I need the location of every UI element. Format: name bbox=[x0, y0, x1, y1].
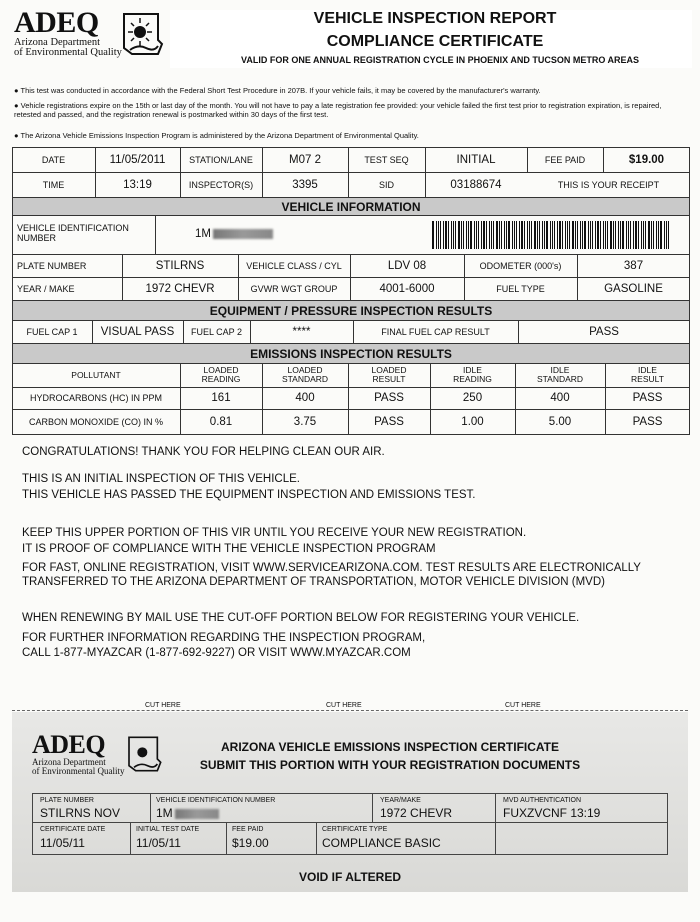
plate-value: STILRNS bbox=[155, 259, 205, 272]
receipt-note: THIS IS YOUR RECEIPT bbox=[557, 179, 660, 190]
cut-here-label-1: CUT HERE bbox=[145, 702, 181, 709]
vehicle-info-band: VEHICLE INFORMATION bbox=[13, 198, 689, 215]
emissions-cell-0-3: PASS bbox=[374, 392, 404, 404]
cert-type-value: COMPLIANCE BASIC bbox=[322, 836, 441, 850]
final-fuel-cap-label: FINAL FUEL CAP RESULT bbox=[381, 326, 490, 337]
date-value: 11/05/2011 bbox=[109, 153, 166, 166]
cert-vin-value: 1M bbox=[156, 806, 219, 820]
emissions-header-3: LOADED RESULT bbox=[371, 365, 407, 384]
cut-here-label-3: CUT HERE bbox=[505, 702, 541, 709]
mail-renewal-message: WHEN RENEWING BY MAIL USE THE CUT-OFF PORTION BELOW FOR REGISTERING YOUR VEHICLE. bbox=[22, 612, 580, 624]
gvwr-label: GVWR WGT GROUP bbox=[250, 283, 338, 294]
sid-value: 03188674 bbox=[450, 178, 502, 191]
emissions-header-5: IDLE STANDARD bbox=[536, 365, 584, 384]
year-make-value: 1972 CHEVR bbox=[145, 282, 215, 295]
fuel-cap-2-value: **** bbox=[292, 325, 311, 338]
emissions-header-0: POLLUTANT bbox=[71, 369, 121, 380]
cert-title-2: SUBMIT THIS PORTION WITH YOUR REGISTRATION DOCUMENTS bbox=[199, 758, 581, 772]
inspector-label: INSPECTOR(S) bbox=[188, 179, 254, 190]
emissions-cell-0-2: 400 bbox=[295, 392, 315, 404]
cert-year-value: 1972 CHEVR bbox=[380, 806, 453, 820]
emissions-cell-1-1: 0.81 bbox=[209, 416, 233, 428]
cert-type-label: CERTIFICATE TYPE bbox=[322, 826, 388, 833]
congrats-message: CONGRATULATIONS! THANK YOU FOR HELPING CLEAN OUR AIR. bbox=[22, 446, 385, 458]
arizona-sun-icon bbox=[118, 10, 166, 58]
emissions-band: EMISSIONS INSPECTION RESULTS bbox=[13, 344, 689, 363]
validity-subtitle: VALID FOR ONE ANNUAL REGISTRATION CYCLE IN PHOENIX AND TUCSON METRO AREAS bbox=[240, 55, 639, 65]
cert-fee-label: FEE PAID bbox=[232, 826, 264, 833]
cut-line bbox=[12, 710, 688, 711]
test-seq-label: TEST SEQ bbox=[364, 154, 409, 165]
redacted-vin bbox=[213, 229, 273, 239]
emissions-header-2: LOADED STANDARD bbox=[281, 365, 329, 384]
note-1: ● This test was conducted in accordance with the Federal Short Test Procedure in 207B. If your vehicle fails, it may be covered by the manufacturer's warranty. bbox=[14, 86, 541, 95]
cert-plate-value: STILRNS NOV bbox=[40, 806, 121, 820]
note-3: ● The Arizona Vehicle Emissions Inspection Program is administered by the Arizona Department of Environmental Quality. bbox=[14, 131, 419, 140]
logo-word: ADEQ bbox=[14, 6, 99, 39]
vin-barcode bbox=[432, 221, 672, 249]
station-value: M07 2 bbox=[289, 153, 321, 166]
final-fuel-cap-value: PASS bbox=[589, 325, 619, 338]
contact-message: CALL 1-877-MYAZCAR (1-877-692-9227) OR VISIT WWW.MYAZCAR.COM bbox=[22, 647, 411, 659]
cert-logo-word: ADEQ bbox=[32, 730, 106, 759]
year-make-label: YEAR / MAKE bbox=[17, 283, 75, 294]
certificate-logo bbox=[32, 732, 162, 778]
emissions-header-4: IDLE READING bbox=[453, 365, 492, 384]
cert-year-label: YEAR/MAKE bbox=[380, 797, 421, 804]
note-2: ● Vehicle registrations expire on the 15th or last day of the month. You will not have to pay a late registration fee provided: your vehicle failed the first test prior to registration expiration, is repaired, retested and passed, and the registration renewal is postmarked within 30 days of the first test. bbox=[14, 101, 662, 119]
equipment-band: EQUIPMENT / PRESSURE INSPECTION RESULTS bbox=[13, 301, 689, 320]
cert-title-1: ARIZONA VEHICLE EMISSIONS INSPECTION CERTIFICATE bbox=[220, 740, 560, 754]
emissions-cell-0-6: PASS bbox=[632, 392, 663, 404]
gvwr-value: 4001-6000 bbox=[379, 282, 435, 295]
time-label: TIME bbox=[42, 179, 65, 190]
cut-here-label-2: CUT HERE bbox=[326, 702, 362, 709]
emissions-cell-1-4: 1.00 bbox=[461, 416, 484, 428]
cert-fee-value: $19.00 bbox=[232, 836, 269, 850]
online-registration-message: FOR FAST, ONLINE REGISTRATION, VISIT WWW.SERVICEARIZONA.COM. TEST RESULTS ARE ELECTRONICALLY bbox=[22, 562, 641, 574]
odometer-value: 387 bbox=[623, 259, 644, 272]
test-seq-value: INITIAL bbox=[456, 153, 496, 166]
more-info-message: FOR FURTHER INFORMATION REGARDING THE INSPECTION PROGRAM, bbox=[22, 632, 426, 644]
cert-vin-label: VEHICLE IDENTIFICATION NUMBER bbox=[156, 797, 276, 804]
inspector-value: 3395 bbox=[292, 178, 318, 191]
cert-date-value: 11/05/11 bbox=[40, 836, 85, 850]
emissions-cell-1-3: PASS bbox=[374, 416, 404, 428]
cert-logo-sub-1: Arizona Department bbox=[32, 757, 106, 767]
time-value: 13:19 bbox=[123, 178, 152, 191]
fuel-type-label: FUEL TYPE bbox=[496, 283, 545, 294]
logo-sub-1: Arizona Department bbox=[14, 37, 101, 48]
vin-value: 1M bbox=[195, 228, 273, 240]
cert-date-label: CERTIFICATE DATE bbox=[40, 826, 106, 833]
initial-test-date-label: INITIAL TEST DATE bbox=[136, 826, 200, 833]
emissions-cell-1-0: CARBON MONOXIDE (CO) IN % bbox=[28, 417, 163, 427]
proof-message: IT IS PROOF OF COMPLIANCE WITH THE VEHICLE INSPECTION PROGRAM bbox=[22, 543, 436, 555]
fuel-cap-1-value: VISUAL PASS bbox=[100, 325, 175, 338]
emissions-cell-1-2: 3.75 bbox=[293, 416, 317, 428]
vehicle-class-value: LDV 08 bbox=[387, 259, 427, 272]
emissions-cell-0-1: 161 bbox=[211, 392, 231, 404]
mvd-auth-value: FUXZVCNF 13:19 bbox=[503, 806, 601, 820]
plate-label: PLATE NUMBER bbox=[17, 260, 87, 271]
emissions-cell-0-4: 250 bbox=[462, 392, 483, 404]
fuel-type-value: GASOLINE bbox=[604, 282, 663, 295]
cert-arizona-sun-icon bbox=[124, 734, 164, 774]
emissions-cell-0-5: 400 bbox=[550, 392, 570, 404]
initial-inspection-message: THIS IS AN INITIAL INSPECTION OF THIS VEHICLE. bbox=[22, 473, 300, 485]
initial-test-date-value: 11/05/11 bbox=[136, 836, 181, 850]
adeq-logo bbox=[14, 8, 164, 64]
cert-redacted-vin bbox=[175, 809, 219, 819]
emissions-header-6: IDLE RESULT bbox=[631, 365, 664, 384]
fuel-cap-2-label: FUEL CAP 2 bbox=[190, 326, 243, 337]
vehicle-class-label: VEHICLE CLASS / CYL bbox=[246, 260, 342, 271]
passed-message: THIS VEHICLE HAS PASSED THE EQUIPMENT INSPECTION AND EMISSIONS TEST. bbox=[22, 489, 476, 501]
report-title: VEHICLE INSPECTION REPORT bbox=[313, 10, 557, 27]
vin-label: VEHICLE IDENTIFICATION NUMBER bbox=[17, 223, 129, 243]
date-label: DATE bbox=[41, 154, 66, 165]
certificate-title: COMPLIANCE CERTIFICATE bbox=[326, 33, 544, 50]
emissions-cell-1-5: 5.00 bbox=[548, 416, 572, 428]
fee-label: FEE PAID bbox=[544, 154, 586, 165]
emissions-cell-0-0: HYDROCARBONS (HC) IN PPM bbox=[29, 393, 162, 403]
emissions-header-1: LOADED READING bbox=[201, 365, 241, 384]
mvd-auth-label: MVD AUTHENTICATION bbox=[503, 797, 582, 804]
odometer-label: ODOMETER (000's) bbox=[479, 260, 562, 271]
void-if-altered: VOID IF ALTERED bbox=[299, 870, 401, 884]
cert-plate-label: PLATE NUMBER bbox=[40, 797, 94, 804]
cert-logo-sub-2: of Environmental Quality bbox=[32, 766, 125, 776]
keep-portion-message: KEEP THIS UPPER PORTION OF THIS VIR UNTIL YOU RECEIVE YOUR NEW REGISTRATION. bbox=[22, 527, 527, 539]
fee-value: $19.00 bbox=[628, 153, 665, 166]
station-label: STATION/LANE bbox=[189, 154, 253, 165]
fuel-cap-1-label: FUEL CAP 1 bbox=[26, 326, 78, 337]
sid-label: SID bbox=[378, 179, 394, 190]
emissions-cell-1-6: PASS bbox=[632, 416, 663, 428]
mvd-transfer-message: TRANSFERRED TO THE ARIZONA DEPARTMENT OF TRANSPORTATION, MOTOR VEHICLE DIVISION (MVD) bbox=[22, 576, 605, 588]
logo-sub-2: of Environmental Quality bbox=[14, 47, 122, 58]
